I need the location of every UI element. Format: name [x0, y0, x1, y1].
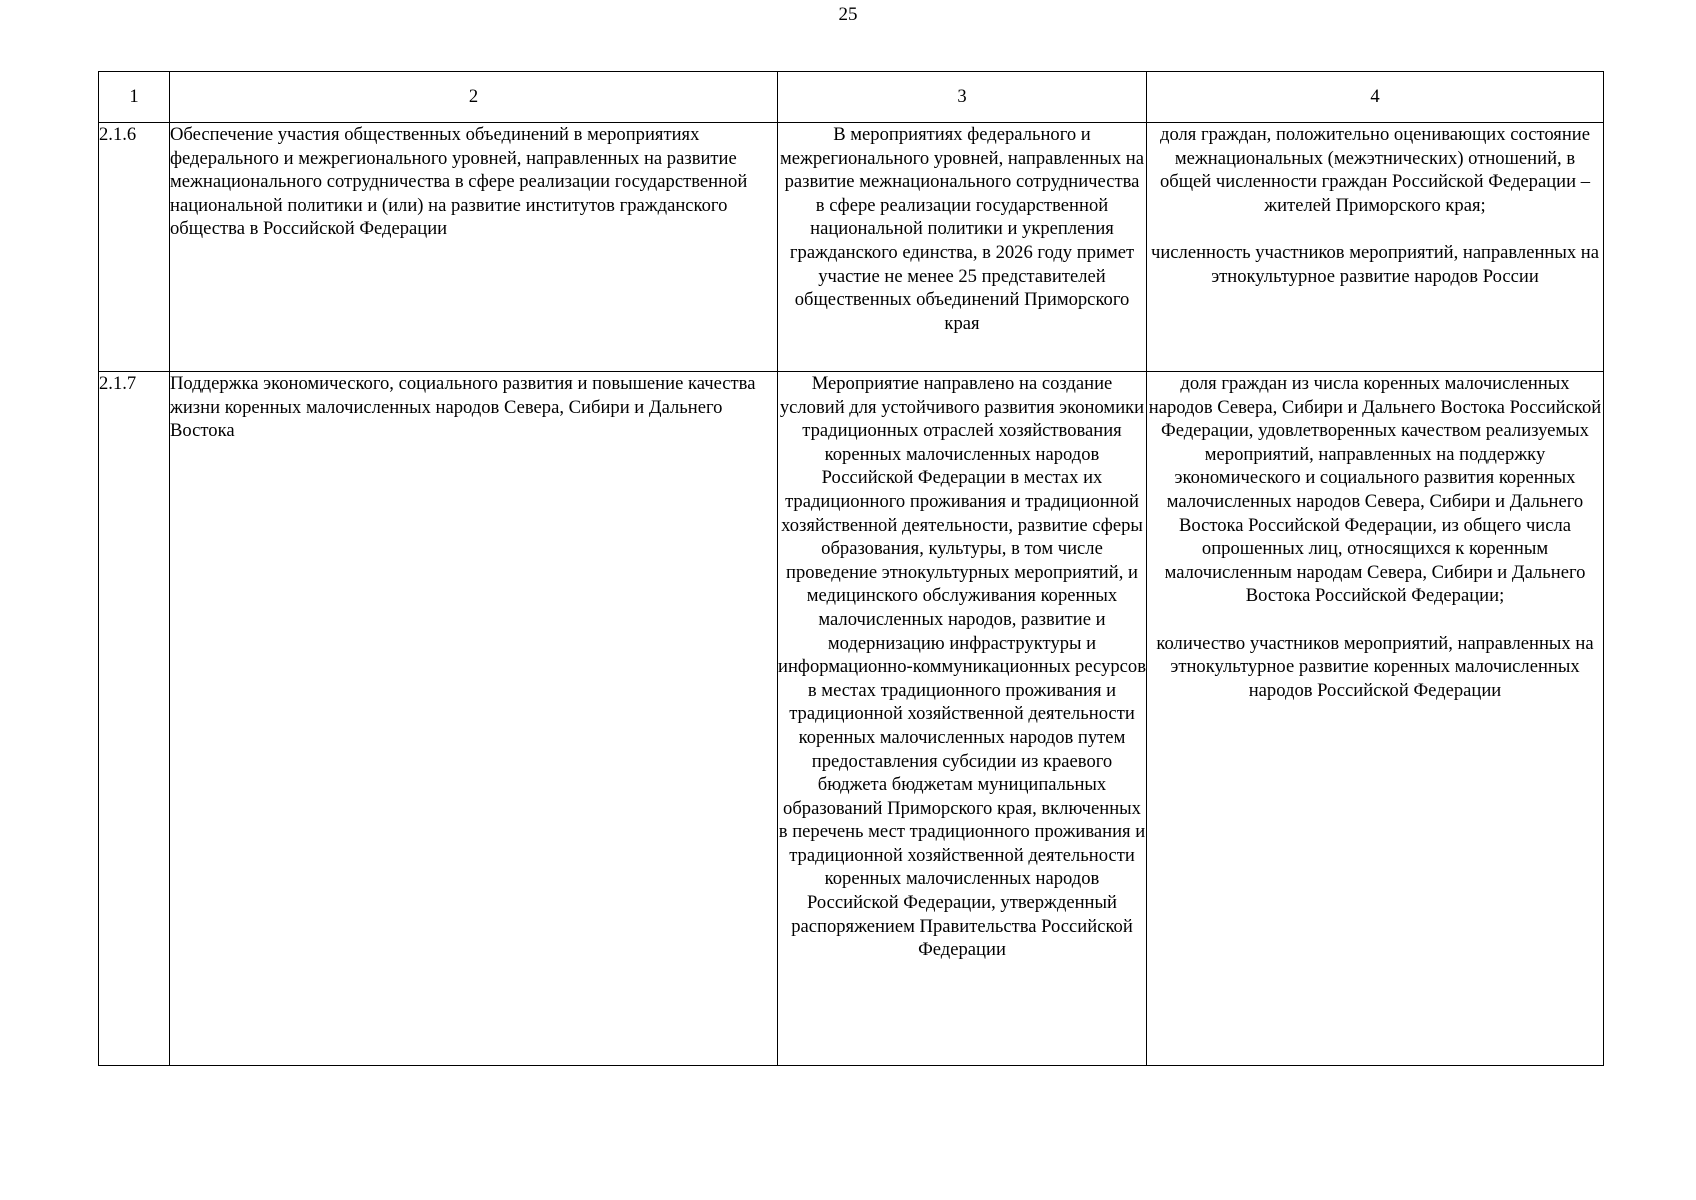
measure-result: Мероприятие направлено на создание условий для устойчивого развития экономики традиционных отраслей хозяйствования коренных малочисленных народов Российской Федерации в местах их традиционного проживания и традиционной хозяйственной деятельности, развитие сферы образования, культуры, в том числе проведение этнокультурных мероприятий, и медицинского обслуживания коренных малочисленных народов, развитие и модернизацию инфраструктуры и информационно-коммуникационных ресурсов в местах традиционного проживания и традиционной хозяйственной деятельности коренных малочисленных народов путем предоставления субсидии из краевого бюджета бюджетам муниципальных образований Приморского края, включенных в перечень мест традиционного проживания и традиционной хозяйственной деятельности коренных малочисленных народов Российской Федерации, утвержденный распоряжением Правительства Российской Федерации — [778, 372, 1147, 1066]
indicator-text: доля граждан, положительно оценивающих состояние межнациональных (межэтнических) отношений, в общей численности граждан Российской Федерации – жителей Приморского края; — [1159, 124, 1591, 216]
table-header-row — [99, 72, 1604, 123]
table-row — [99, 372, 1604, 1066]
row-number: 2.1.7 — [99, 372, 170, 1066]
column-number-4: 4 — [1147, 72, 1604, 123]
measure-indicators — [1147, 123, 1604, 372]
page-number: 25 — [838, 4, 858, 25]
measure-result: В мероприятиях федерального и межрегионального уровней, направленных на развитие межнационального сотрудничества в сфере реализации государственной национальной политики и укрепления гражданского единства, в 2026 году примет участие не менее 25 представителей общественных объединений Приморского края — [778, 123, 1147, 372]
column-number-2: 2 — [170, 72, 778, 123]
column-number-1: 1 — [99, 72, 170, 123]
indicator-text: численность участников мероприятий, направленных на этнокультурное развитие народов России — [1150, 241, 1599, 287]
measure-name: Поддержка экономического, социального развития и повышение качества жизни коренных малочисленных народов Севера, Сибири и Дальнего Востока — [170, 372, 778, 1066]
table-row — [99, 123, 1604, 372]
measure-indicators — [1147, 372, 1604, 1066]
measure-name: Обеспечение участия общественных объединений в мероприятиях федерального и межрегионального уровней, направленных на развитие межнационального сотрудничества в сфере реализации государственной национальной политики и (или) на развитие институтов гражданского общества в Российской Федерации — [170, 123, 778, 372]
column-number-3: 3 — [778, 72, 1147, 123]
row-number: 2.1.6 — [99, 123, 170, 372]
indicator-text: количество участников мероприятий, направленных на этнокультурное развитие коренных малочисленных народов Российской Федерации — [1156, 632, 1594, 701]
measures-table — [98, 71, 1604, 1066]
indicator-text: доля граждан из числа коренных малочисленных народов Севера, Сибири и Дальнего Востока Российской Федерации, удовлетворенных качеством реализуемых мероприятий, направленных на поддержку экономического и социального развития коренных малочисленных народов Севера, Сибири и Дальнего Востока Российской Федерации, из общего числа опрошенных лиц, относящихся к коренным малочисленным народам Севера, Сибири и Дальнего Востока Российской Федерации; — [1148, 373, 1602, 607]
